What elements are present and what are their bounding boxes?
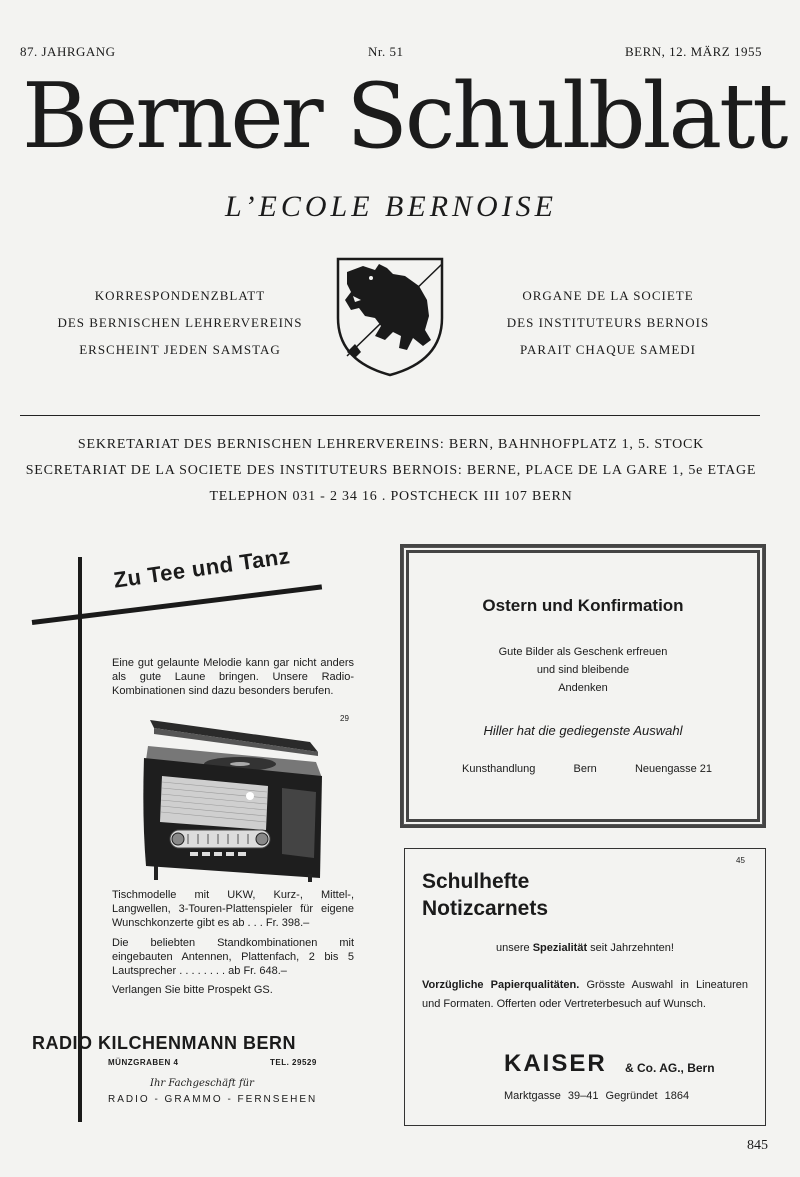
kaiser-ad-body bbox=[422, 976, 748, 1014]
ostern-ad-street: Neuengasse 21 bbox=[634, 763, 712, 775]
secretariat-contact: TELEPHON 031 - 2 34 16 . POSTCHECK III 107 BERN bbox=[209, 489, 573, 504]
masthead-subtitle: L’ECOLE BERNOISE bbox=[224, 190, 558, 223]
kaiser-brand-suffix: & Co. AG., Bern bbox=[625, 1061, 715, 1075]
kaiser-address: Marktgasse 39–41 Gegründet 1864 bbox=[504, 1090, 690, 1102]
radio-ad-table-models: Tischmodelle mit UKW, Kurz-, Mittel-, Langwellen, 3-Touren-Plattenspieler für eigene Wunschkonzerte gibt es ab . . . Fr. 398.– bbox=[112, 889, 354, 929]
radio-ad-address: MÜNZGRABEN 4 bbox=[108, 1058, 179, 1067]
radio-ad-brand: RADIO KILCHENMANN BERN bbox=[32, 1033, 296, 1053]
kaiser-ad-specialty bbox=[404, 942, 766, 954]
radio-ad-standard-models: Die beliebten Standkombinationen mit eingebauten Antennen, Plattenfach, 2 bis 5 Lautsprecher . . . . . . . . ab Fr. 648.– bbox=[112, 937, 354, 977]
issue-number: Nr. 51 bbox=[368, 44, 404, 59]
ostern-ad-line: Andenken bbox=[558, 682, 608, 694]
radio-ad-title: Zu Tee und Tanz bbox=[112, 543, 292, 593]
ostern-ad-line: Gute Bilder als Geschenk erfreuen bbox=[498, 646, 668, 658]
assoc-right-line: PARAIT CHAQUE SAMEDI bbox=[519, 342, 697, 357]
ostern-ad-address bbox=[462, 763, 712, 775]
kaiser-spec-post: seit Jahrzehnten! bbox=[587, 942, 674, 954]
radio-ad-phone: TEL. 29529 bbox=[270, 1058, 317, 1067]
issue-date: BERN, 12. MÄRZ 1955 bbox=[625, 44, 762, 59]
ostern-ad-shop: Kunsthandlung bbox=[462, 763, 536, 775]
ostern-ad-slogan: Hiller hat die gediegenste Auswahl bbox=[483, 723, 683, 738]
page-number: 845 bbox=[747, 1138, 768, 1153]
assoc-right-line: ORGANE DE LA SOCIETE bbox=[522, 288, 694, 303]
ostern-ad-title: Ostern und Konfirmation bbox=[482, 596, 684, 615]
volume-label: 87. JAHRGANG bbox=[20, 44, 116, 59]
radio-ad-intro: Eine gut gelaunte Melodie kann gar nicht anders als gute Laune bringen. Unsere Radio-Kombinationen sind dazu besonders berufen. bbox=[112, 657, 354, 697]
radio-ad-prospekt: Verlangen Sie bitte Prospekt GS. bbox=[112, 984, 273, 996]
kaiser-ad-number: 45 bbox=[736, 856, 745, 865]
assoc-left-line: KORRESPONDENZBLATT bbox=[94, 288, 266, 303]
radio-gramophone-icon bbox=[140, 718, 325, 883]
kaiser-spec-bold: Spezialität bbox=[532, 942, 588, 954]
kaiser-ad-title: Schulhefte bbox=[422, 870, 530, 893]
association-french bbox=[468, 282, 748, 363]
kaiser-spec-pre: unsere bbox=[496, 942, 533, 954]
radio-ad-number: 29 bbox=[340, 714, 349, 723]
kaiser-body-rest: Grösste Auswahl in Lineaturen und Formaten. Offerten oder Vertreterbesuch auf Wunsch. bbox=[422, 979, 748, 1010]
secretariat-german: SEKRETARIAT DES BERNISCHEN LEHRERVEREINS: BERN, BAHNHOFPLATZ 1, 5. STOCK bbox=[77, 437, 705, 452]
assoc-left-line: ERSCHEINT JEDEN SAMSTAG bbox=[79, 342, 281, 357]
assoc-right-line: DES INSTITUTEURS BERNOIS bbox=[506, 315, 710, 330]
association-german bbox=[30, 282, 330, 363]
kaiser-body-bold: Vorzügliche Papierqualitäten. bbox=[422, 979, 580, 991]
ostern-ad-line: und sind bleibende bbox=[536, 664, 630, 676]
radio-ad-services: RADIO - GRAMMO - FERNSEHEN bbox=[108, 1094, 318, 1105]
kaiser-brand: KAISER bbox=[504, 1050, 607, 1077]
assoc-left-line: DES BERNISCHEN LEHRERVEREINS bbox=[57, 315, 303, 330]
ostern-ad-city: Bern bbox=[573, 763, 597, 775]
radio-ad-tagline: Ihr Fachgeschäft für bbox=[150, 1078, 254, 1089]
header-divider bbox=[20, 415, 760, 416]
kaiser-ad-subtitle: Notizcarnets bbox=[422, 897, 549, 920]
secretariat-french: SECRETARIAT DE LA SOCIETE DES INSTITUTEURS BERNOIS: BERNE, PLACE DE LA GARE 1, 5e ETAGE bbox=[25, 463, 757, 478]
bern-coat-of-arms-icon bbox=[335, 256, 445, 378]
masthead-title: Berner Schulblatt bbox=[22, 64, 786, 169]
